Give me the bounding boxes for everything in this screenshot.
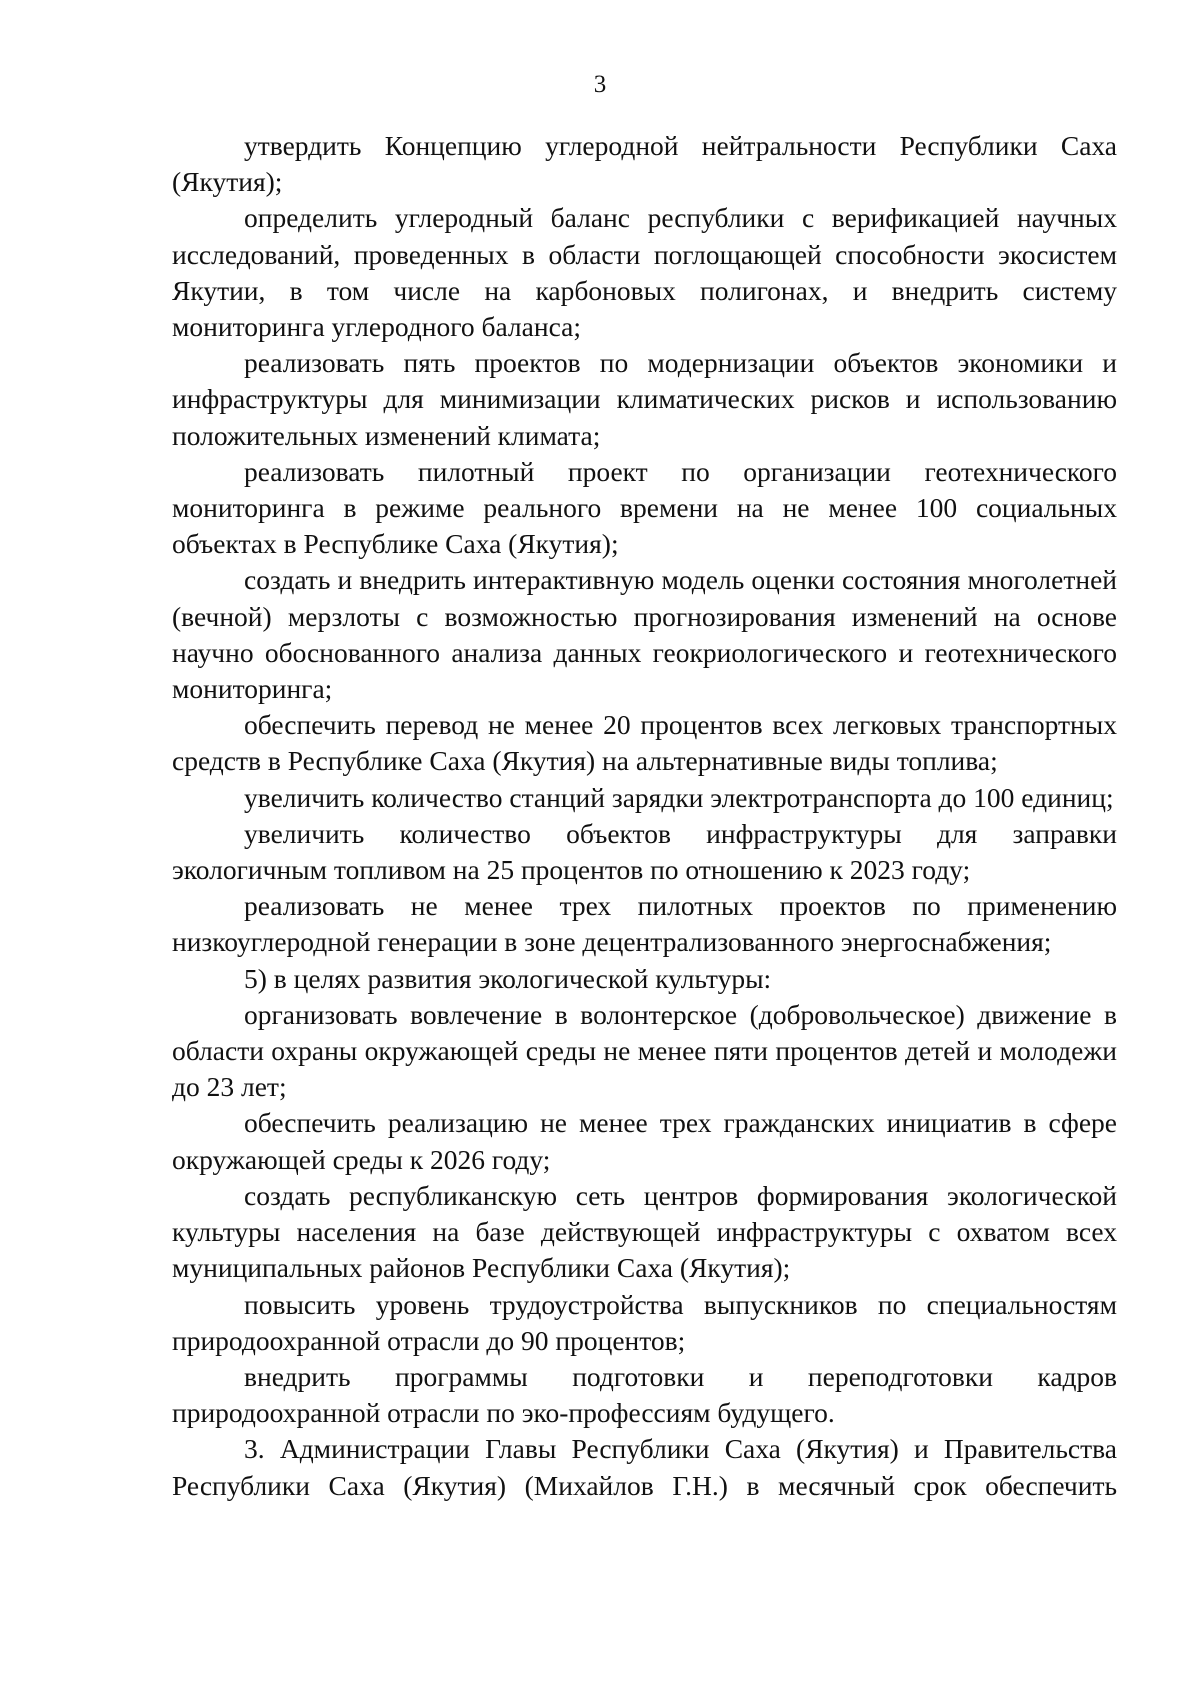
paragraph-carbon-balance: определить углеродный баланс республики с верификацией научных исследований, проведенных в области поглощающей способности экосистем Якутии, в том числе на карбоновых полигонах, и внедрить систему мониторинга углеродного баланса;: [172, 202, 1117, 343]
paragraph-geotech-monitoring: реализовать пилотный проект по организации геотехнического мониторинга в режиме реального времени на не менее 100 социальных объектах в Республике Саха (Якутия);: [172, 455, 1117, 560]
paragraph-low-carbon-generation: реализовать не менее трех пилотных проектов по применению низкоуглеродной генерации в зоне децентрализованного энергоснабжения;: [172, 890, 1117, 958]
paragraph-modernization-projects: реализовать пять проектов по модернизации объектов экономики и инфраструктуры для минимизации климатических рисков и использованию положительных изменений климата;: [172, 347, 1117, 451]
paragraph-volunteer-movement: организовать вовлечение в волонтерское (добровольческое) движение в области охраны окружающей среды не менее пяти процентов детей и молодежи до 23 лет;: [172, 998, 1117, 1103]
paragraph-civic-initiatives: обеспечить реализацию не менее трех гражданских инициатив в сфере окружающей среды к 2026 году;: [172, 1107, 1117, 1175]
paragraph-approve-concept: утвердить Концепцию углеродной нейтральности Республики Саха (Якутия);: [172, 130, 1117, 198]
paragraph-refueling-infrastructure: увеличить количество объектов инфраструктуры для заправки экологичным топливом на 25 процентов по отношению к 2023 году;: [172, 817, 1117, 886]
paragraph-administration-clause: 3. Администрации Главы Республики Саха (Якутия) и Правительства Республики Саха (Якутия) (Михайлов Г.Н.) в месячный срок обеспечить: [172, 1433, 1117, 1501]
paragraph-permafrost-model: создать и внедрить интерактивную модель оценки состояния многолетней (вечной) мерзлоты с возможностью прогнозирования изменений на основе научно обоснованного анализа данных геокриологического и геотехнического мониторинга;: [172, 564, 1117, 705]
paragraph-eco-culture-centers: создать республиканскую сеть центров формирования экологической культуры населения на базе действующей инфраструктуры с охватом всех муниципальных районов Республики Саха (Якутия);: [172, 1179, 1117, 1284]
paragraph-staff-training: внедрить программы подготовки и переподготовки кадров природоохранной отрасли по эко-профессиям будущего.: [172, 1360, 1117, 1429]
page-number: 3: [593, 71, 607, 98]
paragraph-charging-stations: увеличить количество станций зарядки электротранспорта до 100 единиц;: [244, 781, 1114, 813]
paragraph-alternative-fuel: обеспечить перевод не менее 20 процентов всех легковых транспортных средств в Республике Саха (Якутия) на альтернативные виды топлива;: [172, 709, 1117, 777]
document-body: [172, 128, 1117, 1504]
paragraph-section-5-heading: 5) в целях развития экологической культуры:: [244, 962, 772, 994]
paragraph-graduate-employment: повысить уровень трудоустройства выпускников по специальностям природоохранной отрасли до 90 процентов;: [172, 1288, 1117, 1356]
